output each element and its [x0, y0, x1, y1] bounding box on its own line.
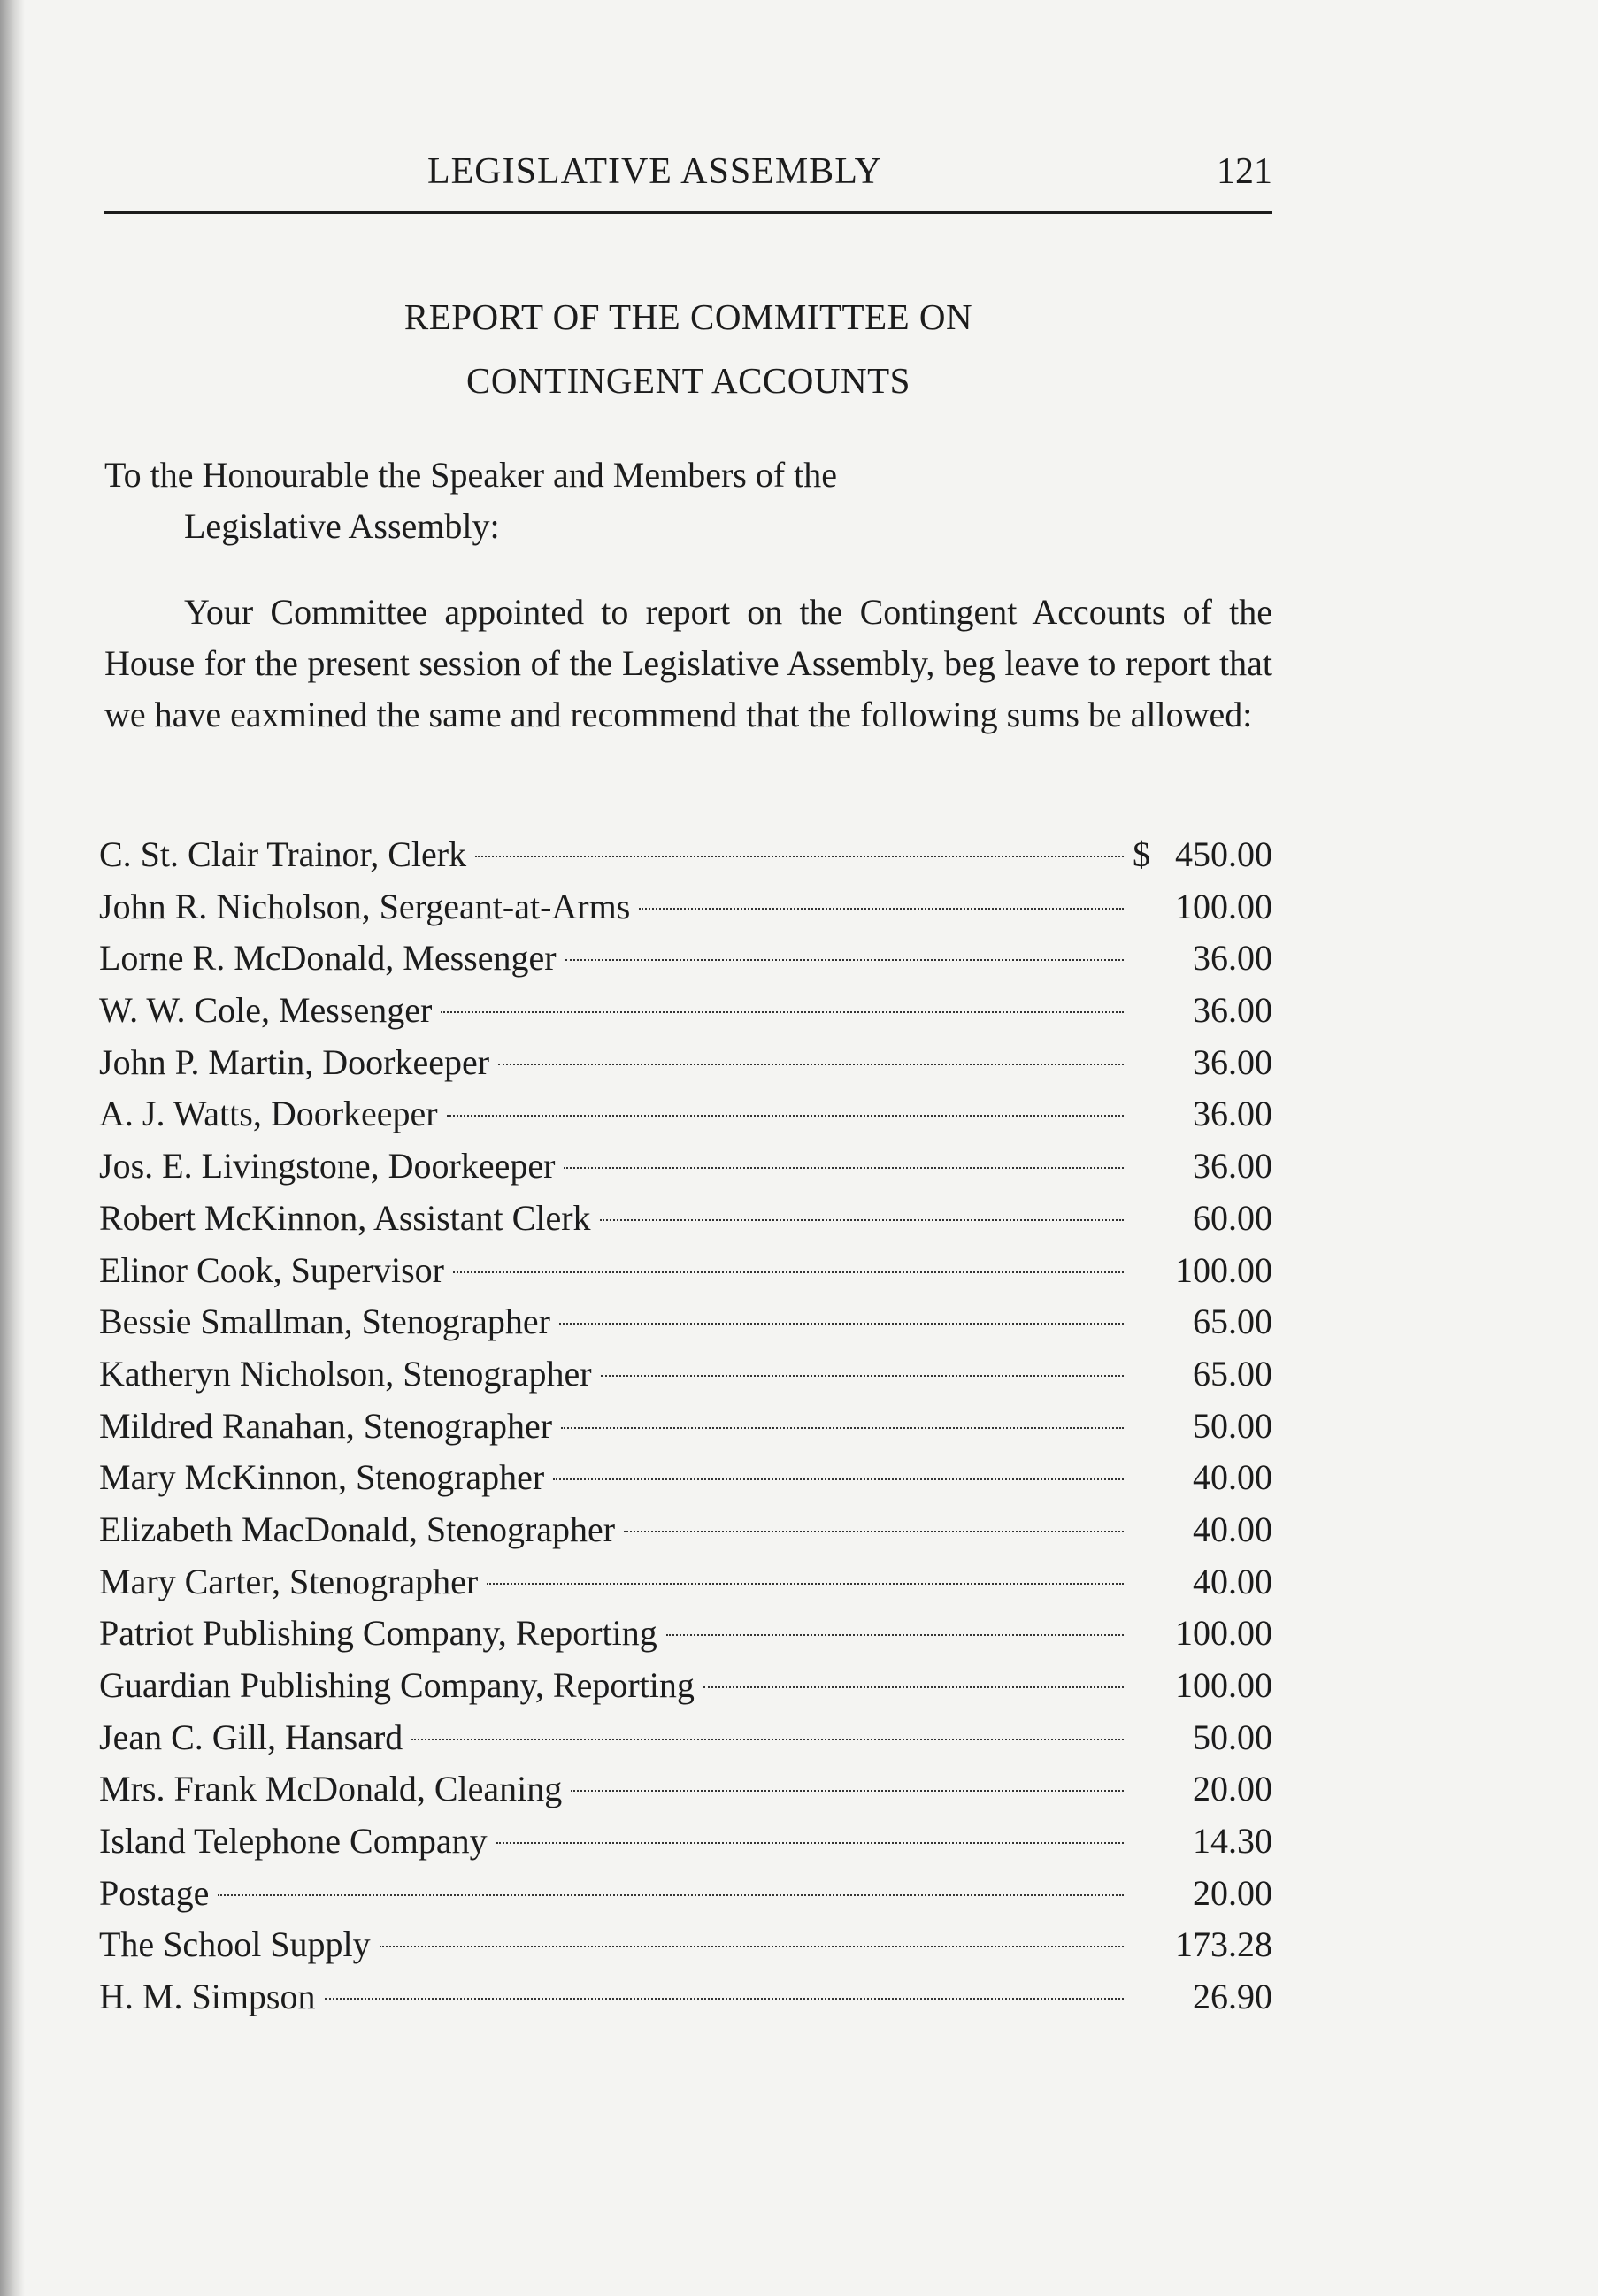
dot-leader	[559, 1323, 1124, 1325]
page-binding-edge	[0, 0, 25, 2296]
account-payee: The School Supply	[99, 1924, 371, 1965]
account-row	[99, 1348, 1272, 1401]
salutation	[104, 449, 1272, 552]
account-row	[99, 1193, 1272, 1245]
account-row	[99, 881, 1272, 933]
account-amount: 50.00	[1193, 1716, 1272, 1757]
account-payee: A. J. Watts, Doorkeeper	[99, 1094, 438, 1134]
account-payee: John P. Martin, Doorkeeper	[99, 1041, 490, 1082]
account-row	[99, 829, 1272, 881]
account-amount: 450.00	[1175, 834, 1272, 874]
account-row	[99, 1037, 1272, 1089]
account-payee: John R. Nicholson, Sergeant-at-Arms	[99, 886, 631, 926]
header-rule	[104, 211, 1272, 214]
account-payee: H. M. Simpson	[99, 1977, 316, 2017]
dot-leader	[453, 1271, 1124, 1273]
account-row	[99, 1919, 1272, 1971]
account-payee: C. St. Clair Trainor, Clerk	[99, 834, 467, 874]
dot-leader	[561, 1427, 1124, 1429]
dot-leader	[600, 1219, 1124, 1221]
account-payee: Bessie Smallman, Stenographer	[99, 1302, 550, 1342]
account-row	[99, 1140, 1272, 1193]
salutation-line-1: To the Honourable the Speaker and Members of the	[104, 455, 838, 495]
account-row	[99, 933, 1272, 985]
account-row	[99, 1245, 1272, 1297]
accounts-list	[99, 829, 1272, 2023]
report-title-line-1: REPORT OF THE COMMITTEE ON	[403, 296, 973, 337]
account-amount: 36.00	[1193, 1094, 1272, 1134]
dot-leader	[624, 1531, 1124, 1532]
account-row	[99, 985, 1272, 1037]
dot-leader	[475, 856, 1124, 857]
dot-leader	[639, 908, 1124, 910]
account-amount: 65.00	[1193, 1302, 1272, 1342]
account-amount: 40.00	[1193, 1457, 1272, 1498]
account-payee: Mary Carter, Stenographer	[99, 1561, 479, 1601]
account-amount: 65.00	[1193, 1353, 1272, 1394]
account-row	[99, 1504, 1272, 1556]
account-currency: $	[1133, 834, 1150, 874]
dot-leader	[571, 1790, 1124, 1792]
account-amount: 26.90	[1193, 1977, 1272, 2017]
dot-leader	[553, 1478, 1124, 1480]
account-payee: Jean C. Gill, Hansard	[99, 1716, 403, 1757]
account-row	[99, 1816, 1272, 1868]
account-payee: Patriot Publishing Company, Reporting	[99, 1613, 657, 1654]
dot-leader	[498, 1064, 1124, 1065]
account-payee: Katheryn Nicholson, Stenographer	[99, 1353, 592, 1394]
report-body: Your Committee appointed to report on the Contingent Accounts of the House for the present session of the Legislative Assembly, beg leave to report that we have eaxmined the same and recommend that the following sums be allowed:	[104, 592, 1272, 734]
dot-leader	[218, 1894, 1124, 1896]
dot-leader	[325, 1998, 1125, 2000]
dot-leader	[411, 1739, 1124, 1740]
account-payee: Lorne R. McDonald, Messenger	[99, 938, 557, 979]
account-row	[99, 1401, 1272, 1453]
account-payee: Robert McKinnon, Assistant Clerk	[99, 1197, 591, 1238]
account-payee: Mary McKinnon, Stenographer	[99, 1457, 545, 1498]
dot-leader	[441, 1011, 1124, 1013]
account-amount: 20.00	[1193, 1872, 1272, 1913]
report-title-line-2: CONTINGENT ACCOUNTS	[466, 360, 910, 401]
dot-leader	[380, 1946, 1124, 1947]
salutation-line-2: Legislative Assembly:	[184, 506, 500, 546]
page-number: 121	[1217, 151, 1272, 192]
account-amount: 36.00	[1193, 1146, 1272, 1186]
account-payee: Jos. E. Livingstone, Doorkeeper	[99, 1146, 556, 1186]
account-amount: 60.00	[1193, 1197, 1272, 1238]
account-row	[99, 1608, 1272, 1660]
account-row	[99, 1556, 1272, 1609]
account-row	[99, 1088, 1272, 1140]
dot-leader	[666, 1634, 1124, 1636]
account-row	[99, 1868, 1272, 1920]
account-amount: 100.00	[1175, 1613, 1272, 1654]
account-payee: Mildred Ranahan, Stenographer	[99, 1405, 553, 1446]
account-payee: W. W. Cole, Messenger	[99, 990, 433, 1031]
report-title	[104, 285, 1272, 412]
account-payee: Elizabeth MacDonald, Stenographer	[99, 1509, 616, 1549]
account-row	[99, 1712, 1272, 1764]
account-amount: 36.00	[1193, 938, 1272, 979]
account-amount: 20.00	[1193, 1769, 1272, 1809]
account-amount: 40.00	[1193, 1561, 1272, 1601]
dot-leader	[564, 1167, 1124, 1169]
account-amount: 36.00	[1193, 1041, 1272, 1082]
account-row	[99, 1660, 1272, 1712]
account-payee: Postage	[99, 1872, 210, 1913]
account-payee: Guardian Publishing Company, Reporting	[99, 1665, 695, 1705]
dot-leader	[601, 1375, 1124, 1377]
dot-leader	[565, 959, 1124, 961]
account-row	[99, 1763, 1272, 1816]
dot-leader	[703, 1686, 1124, 1688]
account-row	[99, 1296, 1272, 1348]
dot-leader	[447, 1115, 1124, 1117]
account-payee: Elinor Cook, Supervisor	[99, 1249, 444, 1290]
dot-leader	[496, 1842, 1124, 1844]
account-payee: Mrs. Frank McDonald, Cleaning	[99, 1769, 563, 1809]
account-amount: 100.00	[1175, 1665, 1272, 1705]
account-amount: 50.00	[1193, 1405, 1272, 1446]
page-header	[104, 142, 1272, 221]
account-amount: 40.00	[1193, 1509, 1272, 1549]
account-row	[99, 1971, 1272, 2023]
running-title: LEGISLATIVE ASSEMBLY	[427, 151, 882, 192]
account-amount: 173.28	[1175, 1924, 1272, 1965]
account-amount: 100.00	[1175, 886, 1272, 926]
account-payee: Island Telephone Company	[99, 1821, 488, 1862]
account-amount: 14.30	[1193, 1821, 1272, 1862]
account-row	[99, 1452, 1272, 1504]
account-amount: 36.00	[1193, 990, 1272, 1031]
account-amount: 100.00	[1175, 1249, 1272, 1290]
dot-leader	[487, 1583, 1124, 1585]
